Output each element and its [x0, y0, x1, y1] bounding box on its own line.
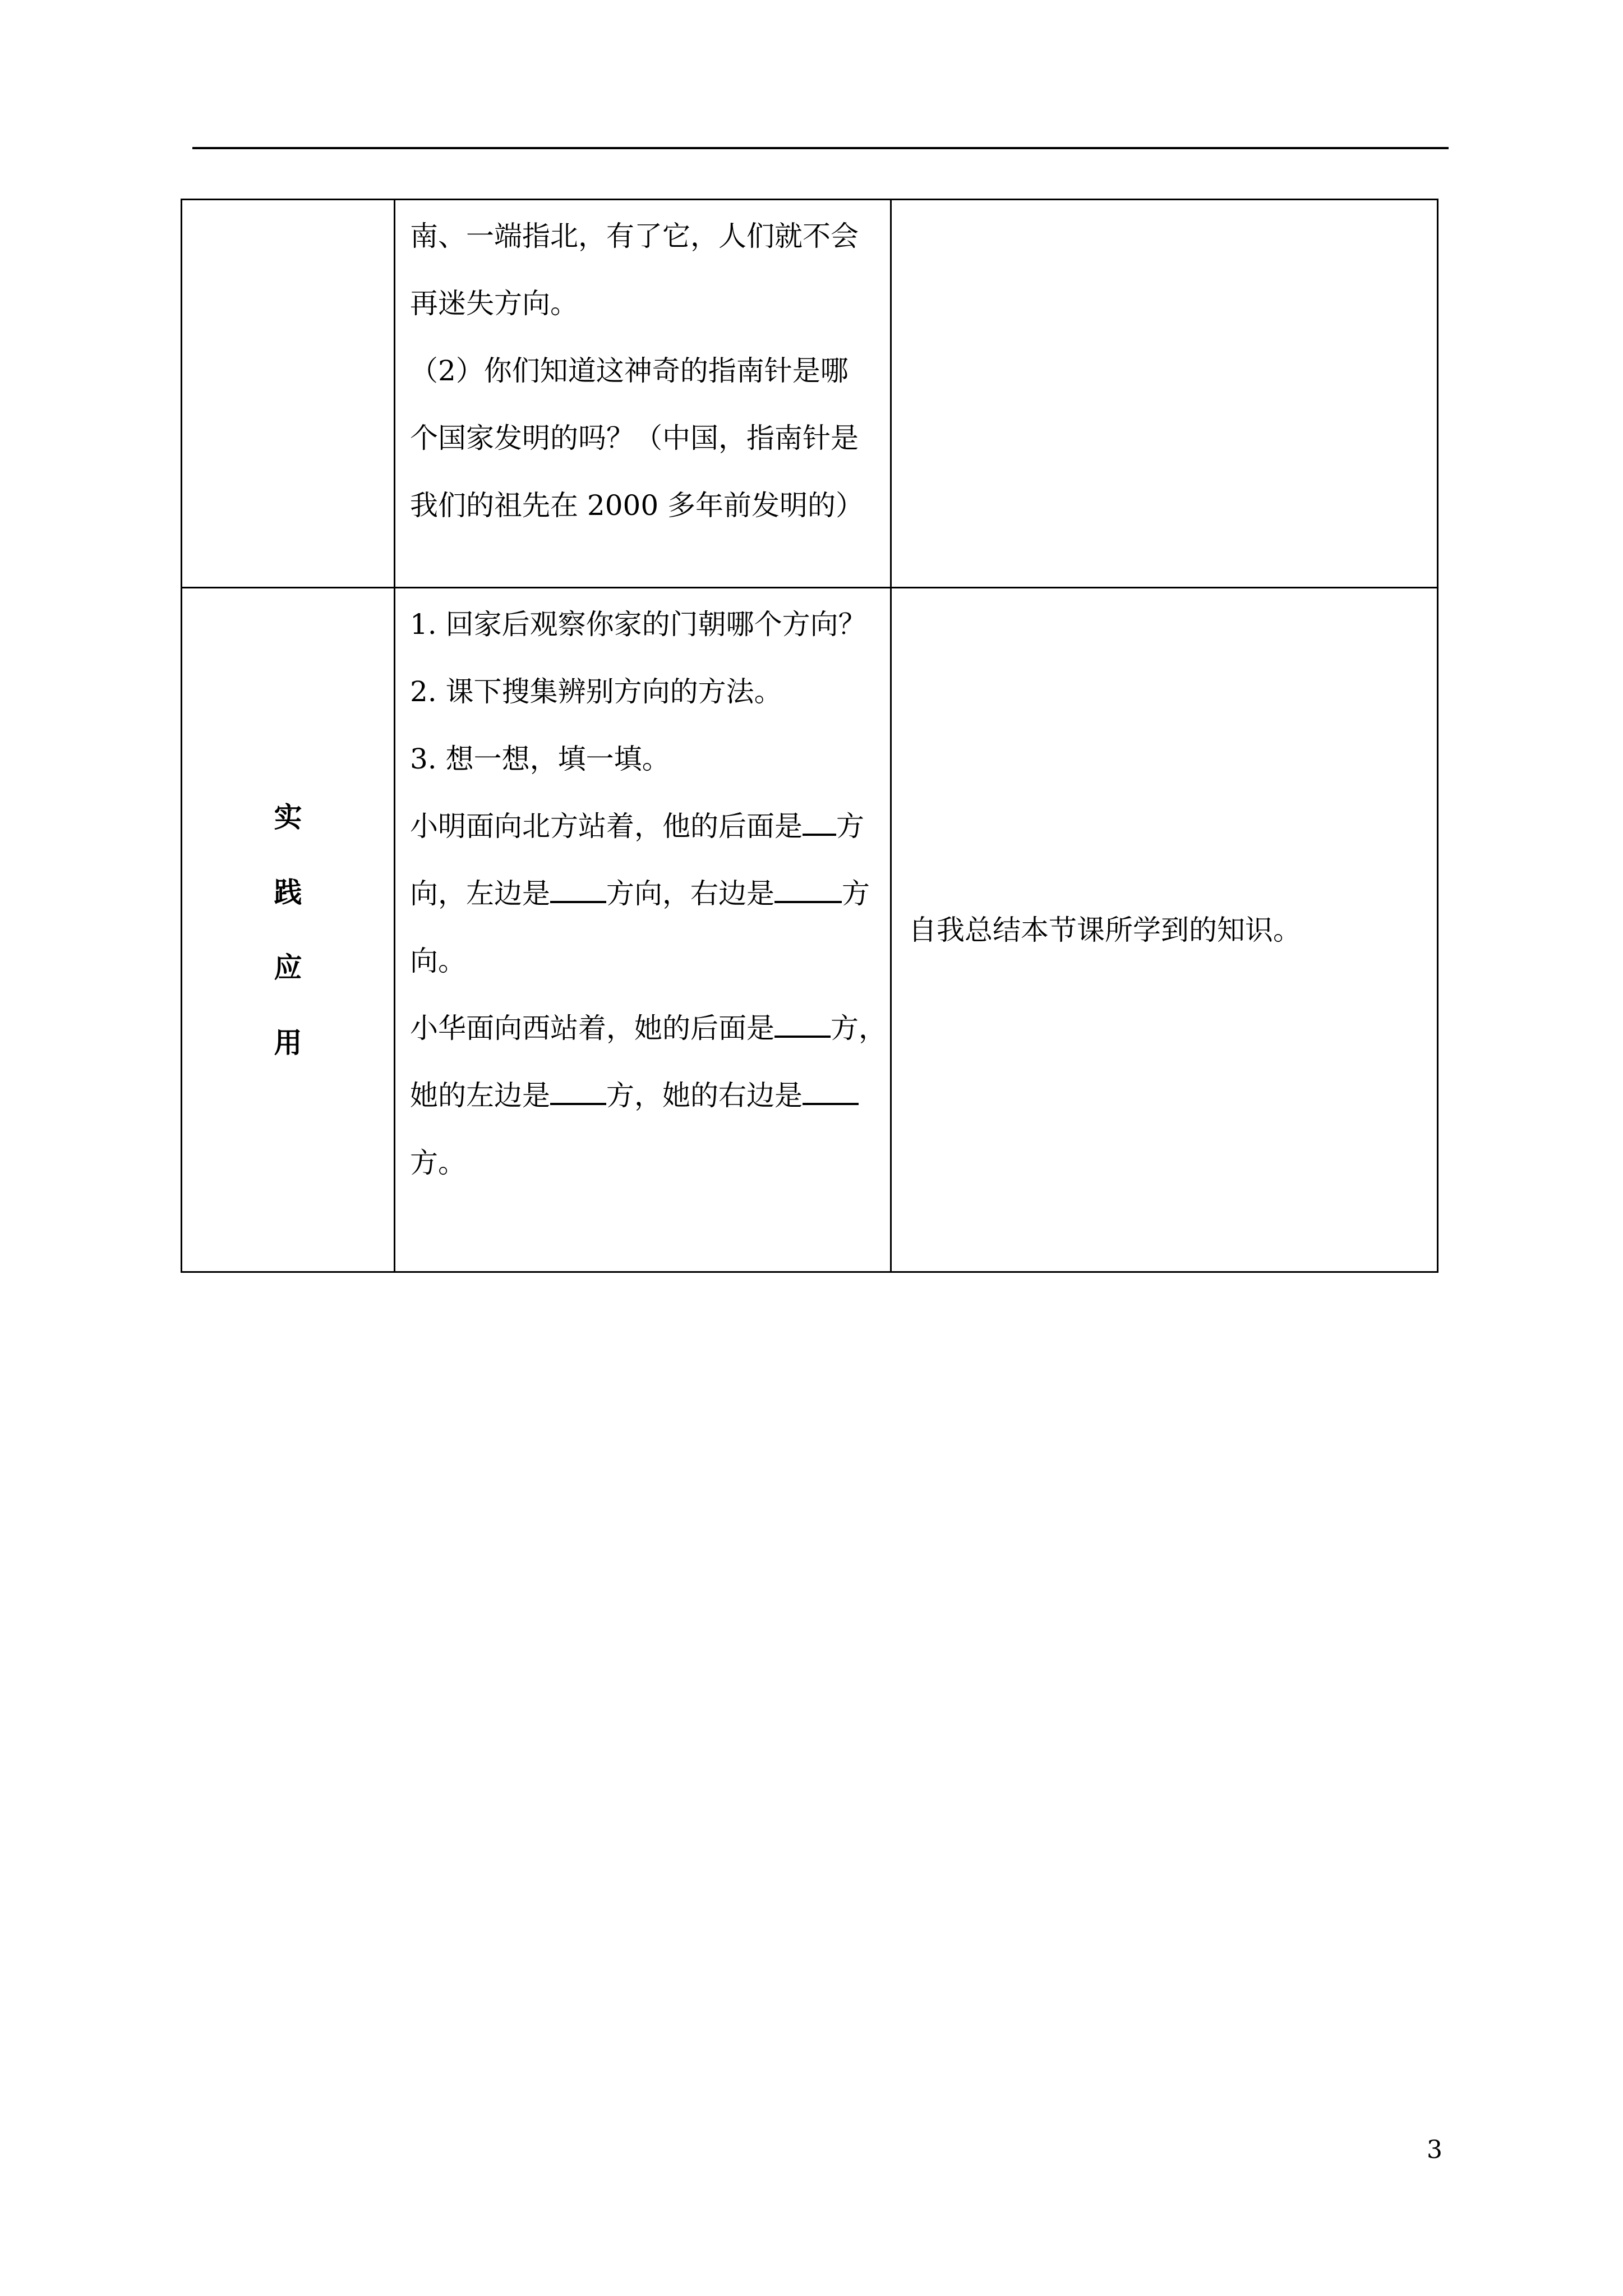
fill-in-question-hua: 方。: [410, 1147, 466, 1179]
stage-label-char: 应: [274, 951, 302, 984]
stage-label-char: 实: [274, 800, 302, 834]
activity-line: 个国家发明的吗？（中国，指南针是: [410, 422, 859, 454]
fill-in-question-hua: 小华面向西站着，她的后面是 方，: [410, 995, 877, 1062]
answer-blank[interactable]: [550, 869, 606, 903]
homework-item-1: 1. 回家后观察你家的门朝哪个方向？: [410, 608, 866, 641]
stage-label-cell: [182, 588, 395, 1272]
answer-blank[interactable]: [774, 869, 842, 903]
activity-cell: [395, 588, 891, 1272]
stage-label-char: 践: [274, 876, 302, 909]
stage-label-char: 用: [274, 1026, 302, 1059]
activity-line: 再迷失方向。: [410, 287, 578, 320]
page-number: 3: [1427, 2136, 1442, 2164]
activity-line: （2）你们知道这神奇的指南针是哪: [410, 355, 849, 387]
lesson-table: [181, 199, 1438, 1273]
notes-cell: [891, 588, 1438, 1272]
activity-line: 南、一端指北，有了它，人们就不会: [410, 220, 859, 252]
notes-cell: [891, 200, 1438, 588]
answer-blank[interactable]: [550, 1071, 606, 1105]
fill-in-question-ming: 向。: [410, 945, 466, 977]
answer-blank[interactable]: [803, 802, 836, 836]
homework-item-2: 2. 课下搜集辨别方向的方法。: [410, 675, 782, 708]
fill-in-question-ming: 小明面向北方站着，他的后面是 方: [410, 793, 877, 860]
header-rule: [192, 147, 1449, 149]
answer-blank[interactable]: [774, 1004, 831, 1038]
activity-line: 我们的祖先在 2000 多年前发明的）: [410, 489, 864, 522]
answer-blank[interactable]: [803, 1071, 859, 1105]
fill-in-question-hua: 她的左边是 方，她的右边是: [410, 1062, 877, 1129]
activity-cell: [395, 200, 891, 588]
table-row-practice: [182, 588, 1438, 1272]
stage-label-cell: [182, 200, 395, 588]
stage-label-practice: [274, 780, 302, 1080]
summary-instruction: 自我总结本节课所学到的知识。: [909, 913, 1301, 946]
table-row-continued: [182, 200, 1438, 588]
fill-in-question-ming: 向，左边是 方向，右边是 方: [410, 860, 877, 927]
homework-item-3: 3. 想一想，填一填。: [410, 743, 670, 775]
